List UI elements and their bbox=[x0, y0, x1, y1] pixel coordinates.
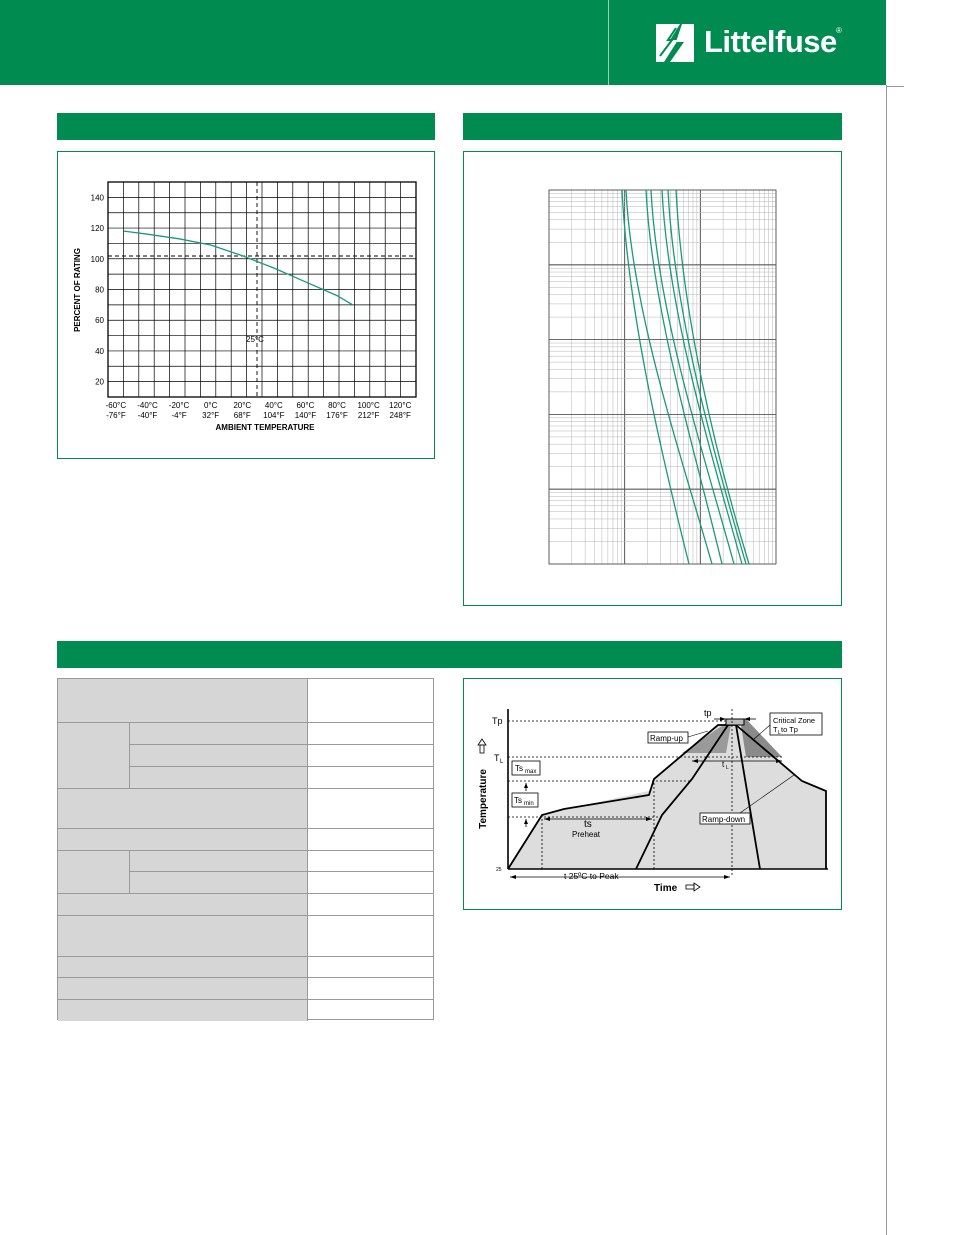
littelfuse-logo bbox=[654, 22, 844, 66]
tsmax-label: Ts bbox=[515, 764, 523, 773]
derating-x-tick-celsius: 20°C bbox=[233, 401, 252, 410]
tl-label: T bbox=[494, 753, 500, 763]
table-row-divider bbox=[58, 850, 434, 851]
right-margin-tick bbox=[886, 86, 904, 87]
table-row-divider bbox=[58, 977, 434, 978]
time-current-chart bbox=[464, 152, 841, 605]
derating-x-tick-celsius: 40°C bbox=[264, 401, 283, 410]
table-row-divider bbox=[58, 915, 434, 916]
derating-x-tick-fahrenheit: -4°F bbox=[171, 411, 187, 420]
tl-duration-sub: L bbox=[726, 765, 729, 771]
tsmin-label-sub: min bbox=[524, 801, 534, 807]
derating-x-tick-fahrenheit: -40°F bbox=[137, 411, 158, 420]
littelfuse-logo-icon bbox=[654, 22, 696, 64]
time-arrow-icon bbox=[686, 883, 700, 891]
tc-curve bbox=[626, 190, 712, 564]
tsmin-label: Ts bbox=[514, 796, 522, 805]
table-subcolumn-divider-1 bbox=[129, 722, 130, 788]
25c-marker-label: 25°C bbox=[246, 335, 264, 344]
tc-plot-frame bbox=[549, 190, 776, 564]
tc-curve bbox=[646, 190, 722, 564]
table-row-divider bbox=[130, 871, 434, 872]
temperature-arrow-icon bbox=[478, 739, 486, 753]
tc-curve bbox=[668, 190, 746, 564]
derating-x-tick-celsius: -20°C bbox=[168, 401, 190, 410]
tp-duration-label: tp bbox=[704, 708, 712, 718]
derating-x-tick-celsius: 120°C bbox=[389, 401, 412, 410]
time-axis-label: Time bbox=[654, 883, 678, 894]
page-header bbox=[0, 0, 886, 85]
table-row-divider bbox=[130, 766, 434, 767]
derating-y-tick-label: 140 bbox=[90, 193, 104, 203]
derating-x-axis-label: AMBIENT TEMPERATURE bbox=[215, 423, 315, 432]
critical-zone-range-sub: L bbox=[778, 730, 781, 736]
tc-curve bbox=[676, 190, 749, 564]
tl-duration-label: t bbox=[722, 760, 725, 769]
ramp-up-label: Ramp-up bbox=[650, 734, 683, 743]
critical-zone-range-t: T bbox=[773, 725, 778, 734]
profile-fill bbox=[508, 725, 826, 869]
section-bar-derating bbox=[57, 113, 435, 140]
derating-x-tick-fahrenheit: 212°F bbox=[357, 411, 380, 420]
table-row-divider bbox=[58, 893, 434, 894]
table-row-divider bbox=[130, 744, 434, 745]
critical-zone-range-rest: to Tp bbox=[781, 725, 798, 734]
derating-y-tick-label: 120 bbox=[90, 224, 104, 234]
tp-label: Tp bbox=[492, 716, 503, 726]
derating-x-tick-fahrenheit: 248°F bbox=[389, 411, 411, 420]
derating-x-tick-fahrenheit: 176°F bbox=[326, 411, 348, 420]
derating-x-tick-celsius: -40°C bbox=[137, 401, 158, 410]
derating-y-tick-label: 100 bbox=[90, 254, 104, 264]
tl-label-sub: L bbox=[500, 759, 504, 765]
derating-y-tick-label: 20 bbox=[95, 377, 104, 387]
tc-curve bbox=[651, 190, 734, 564]
derating-y-tick-label: 40 bbox=[95, 346, 104, 356]
reflow-profile-panel bbox=[463, 678, 842, 910]
derating-x-tick-fahrenheit: 104°F bbox=[263, 411, 285, 420]
derating-y-tick-label: 60 bbox=[95, 316, 104, 326]
derating-x-tick-celsius: 0°C bbox=[203, 401, 218, 410]
derating-y-tick-label: 80 bbox=[95, 285, 104, 295]
table-row-divider bbox=[58, 788, 434, 789]
temperature-axis-label: Temperature bbox=[478, 769, 489, 829]
soldering-parameters-table bbox=[57, 678, 434, 1020]
table-row-divider bbox=[58, 956, 434, 957]
peak-plateau bbox=[726, 719, 744, 725]
preheat-label: Preheat bbox=[572, 830, 601, 839]
critical-zone-label: Critical Zone bbox=[773, 716, 816, 725]
derating-x-tick-celsius: 100°C bbox=[357, 401, 380, 410]
brand-name: Littelfuse bbox=[704, 24, 837, 59]
time-to-peak-label: t 25ºC to Peak bbox=[564, 871, 619, 881]
derating-x-tick-celsius: 60°C bbox=[296, 401, 315, 410]
derating-chart-panel bbox=[57, 151, 435, 459]
derating-x-tick-celsius: -60°C bbox=[105, 401, 127, 410]
time-current-chart-panel bbox=[463, 151, 842, 606]
derating-curve bbox=[124, 231, 353, 305]
section-bar-soldering bbox=[57, 641, 842, 668]
derating-x-tick-fahrenheit: 32°F bbox=[202, 411, 220, 420]
table-row-divider bbox=[58, 722, 434, 723]
section-bar-time-current bbox=[463, 113, 842, 140]
derating-x-tick-celsius: 80°C bbox=[328, 401, 346, 410]
derating-chart bbox=[58, 152, 434, 458]
registered-mark: ® bbox=[836, 26, 842, 35]
reflow-profile-diagram bbox=[464, 679, 841, 909]
right-margin-rule bbox=[886, 85, 887, 1235]
derating-y-axis-label: PERCENT OF RATING bbox=[73, 248, 82, 332]
header-divider bbox=[608, 0, 609, 85]
ramp-down-label: Ramp-down bbox=[702, 815, 746, 824]
tsmax-label-sub: max bbox=[525, 769, 537, 775]
table-row-divider bbox=[58, 999, 434, 1000]
derating-x-tick-fahrenheit: -76°F bbox=[106, 411, 126, 420]
ts-label: ts bbox=[584, 819, 592, 830]
derating-x-tick-fahrenheit: 140°F bbox=[294, 411, 317, 420]
derating-x-tick-fahrenheit: 68°F bbox=[233, 411, 251, 420]
table-row-divider bbox=[58, 828, 434, 829]
start-temp-label: 25 bbox=[496, 867, 502, 873]
